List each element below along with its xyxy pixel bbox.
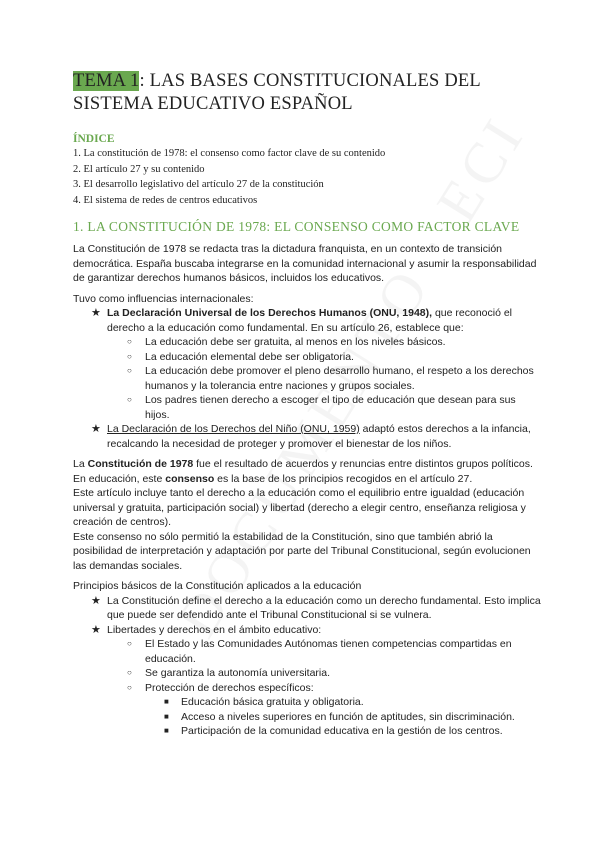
list-item [91,306,543,422]
specific-rights-list [145,695,543,739]
circle-bullet-icon: ○ [127,639,132,648]
square-bullet-icon: ■ [164,711,169,721]
star-bullet-icon: ★ [91,307,101,319]
list-item-text: Acceso a niveles superiores en función de aptitudes, sin discriminación. [181,710,515,723]
list-item-text: Participación de la comunidad educativa en la gestión de los centros. [181,725,503,737]
consensus-paragraph: La Constitución de 1978 fue el resultado de acuerdos y renuncias entre distintos grupos políticos. En educación, este consenso es la base de los principios recogidos en el artículo 27. [73,458,533,485]
circle-bullet-icon: ○ [127,351,132,361]
square-bullet-icon: ■ [164,726,169,735]
circle-bullet-icon: ○ [127,395,132,404]
index-item: 1. La constitución de 1978: el consenso como factor clave de su contenido [73,148,386,159]
title-highlight: TEMA 1 [73,71,140,91]
document-page [73,70,543,739]
list-item-text: La educación elemental debe ser obligatoria. [145,350,354,363]
title-rest: : LAS BASES CONSTITUCIONALES DEL SISTEMA EDUCATIVO ESPAÑOL [73,71,481,114]
child-declaration-text: adaptó estos derechos a la infancia, recalcando la necesidad de proteger y promover el bienestar de los niños. [107,423,531,450]
list-item-text: La educación debe promover el pleno desarrollo humano, el respeto a los derechos humanos y la tolerancia entre naciones y grupos sociales. [145,365,534,392]
circle-bullet-icon: ○ [127,668,132,677]
child-declaration-link: La Declaración de los Derechos del Niño (ONU, 1959) [107,423,360,435]
list-item-text: Los padres tienen derecho a escoger el tipo de educación que desean para sus hijos. [145,394,516,421]
list-item [164,695,543,710]
onu-declaration-bold: La Declaración Universal de los Derechos Humanos (ONU, 1948), [107,307,433,319]
list-item [164,724,543,739]
freedoms-list [107,637,543,739]
stability-paragraph: Este consenso no sólo permitió la estabilidad de la Constitución, sino que también abrió la posibilidad de interpretación y adaptación por parte del Tribunal Constitucional, según evolucionen las demandas sociales. [73,530,531,572]
onu-declaration-text: que reconoció el derecho a la educación como fundamental. En su artículo 26, establece que: [107,307,513,334]
circle-bullet-icon: ○ [127,337,132,346]
principles-label: Principios básicos de la Constitución aplicados a la educación [73,580,362,592]
list-item [127,364,543,393]
star-bullet-icon: ★ [91,623,101,636]
influences-list [73,306,543,451]
list-item [127,350,543,365]
bold-text: consenso [165,472,215,485]
list-item-text: Educación básica gratuita y obligatoria. [181,696,364,708]
circle-bullet-icon: ○ [127,682,132,692]
star-bullet-icon: ★ [91,594,101,607]
list-item [164,710,543,725]
article26-list [107,335,543,422]
list-item [127,335,543,350]
list-item [91,422,543,451]
page-title [73,70,543,116]
balance-paragraph: Este artículo incluye tanto el derecho a la educación como el equilibrio entre igualdad (educación universal y gratuita, participación social) y libertad (derecho a elegir centro, enseñanza religiosa y creación de centros). [73,487,526,528]
list-item-text: La educación debe ser gratuita, al menos en los niveles básicos. [145,336,446,348]
list-item [127,637,543,666]
index-list [73,146,543,208]
list-item-text: La Constitución define el derecho a la educación como un derecho fundamental. Esto implica que puede ser defendido ante el Tribunal Constitucional si se vulnera. [107,594,541,621]
list-item [127,681,543,739]
index-item: 2. El artículo 27 y su contenido [73,163,205,175]
index-item: 4. El sistema de redes de centros educativos [73,194,258,206]
intro-paragraph: La Constitución de 1978 se redacta tras la dictadura franquista, en un contexto de transición democrática. España buscaba integrarse en la comunidad internacional y asumir la responsabilidad de garantizar derechos humanos básicos, incluidos los educativos. [73,243,537,284]
list-item-text: Protección de derechos específicos: [145,681,314,694]
index-item: 3. El desarrollo legislativo del artículo 27 de la constitución [73,179,324,190]
index-heading: ÍNDICE [73,133,115,145]
star-bullet-icon: ★ [91,423,101,435]
bold-text: Constitución de 1978 [87,458,194,470]
list-item [127,666,543,681]
list-item-text: Se garantiza la autonomía universitaria. [145,667,331,679]
principles-list [73,594,543,739]
list-item [91,623,543,739]
list-item-text: Libertades y derechos en el ámbito educativo: [107,623,322,636]
list-item-text: El Estado y las Comunidades Autónomas tienen competencias compartidas en educación. [145,638,512,665]
circle-bullet-icon: ○ [127,366,132,375]
list-item [91,594,543,623]
influences-label: Tuvo como influencias internacionales: [73,292,254,305]
list-item [127,393,543,422]
square-bullet-icon: ■ [164,697,169,706]
section-heading: 1. LA CONSTITUCIÓN DE 1978: EL CONSENSO COMO FACTOR CLAVE [73,219,520,234]
